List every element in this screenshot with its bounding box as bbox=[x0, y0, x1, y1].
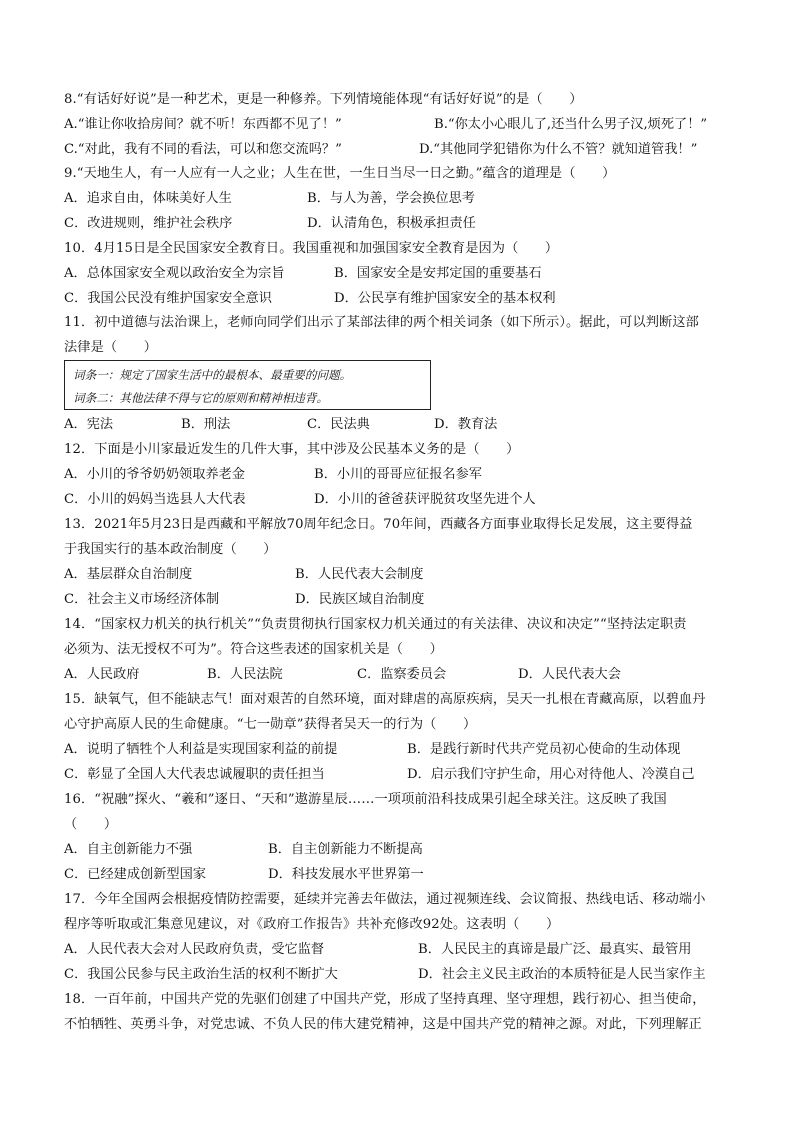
q8-option-b: B.“你太小心眼儿了,还当什么男子汉,烦死了！” bbox=[434, 117, 708, 132]
q15-option-b: B．是践行新时代共产党员初心使命的生动体现 bbox=[407, 742, 681, 757]
q14-option-b: B．人民法院 bbox=[207, 667, 283, 682]
q17-option-d: D．社会主义民主政治的本质特征是人民当家作主 bbox=[418, 967, 706, 982]
q14-option-c: C．监察委员会 bbox=[357, 667, 447, 682]
q17-stem-line1: 17．今年全国两会根据疫情防控需要，延续并完善去年做法，通过视频连线、会议简报、热线电话、移动端小 bbox=[64, 892, 706, 907]
q13-stem-line1: 13．2021年5月23日是西藏和平解放70周年纪念日。70年间，西藏各方面事业取得长足发展，这主要得益 bbox=[64, 517, 693, 532]
q10-option-a: A．总体国家安全观以政治安全为宗旨 bbox=[64, 266, 285, 281]
law-entry-2: 词条二：其他法律不得与它的原则和精神相违背。 bbox=[73, 391, 329, 405]
q13-option-c: C．社会主义市场经济体制 bbox=[64, 592, 220, 607]
q15-option-c: C．彰显了全国人大代表忠诚履职的责任担当 bbox=[64, 767, 325, 782]
q13-option-d: D．民族区域自治制度 bbox=[295, 592, 425, 607]
q15-option-d: D．启示我们守护生命，用心对待他人、冷漠自己 bbox=[407, 767, 695, 782]
law-entries-box bbox=[64, 360, 431, 410]
q9-stem: 9.“天地生人，有一人应有一人之业；人生在世，一生日当尽一日之勤。”蕴含的道理是（ ） bbox=[64, 166, 616, 181]
q17-option-c: C．我国公民参与民主政治生活的权利不断扩大 bbox=[64, 967, 338, 982]
q14-stem-line2: 必须为、法无授权不可为”。符合这些表述的国家机关是（ ） bbox=[64, 642, 443, 657]
q8-option-c: C.“对此，我有不同的看法，可以和您交流吗？” bbox=[64, 142, 342, 157]
q11-option-a: A．宪法 bbox=[64, 417, 114, 432]
q16-option-d: D．科技发展水平世界第一 bbox=[268, 867, 424, 882]
q15-stem-line2: 心守护高原人民的生命健康。“七一勋章”获得者吴天一的行为（ ） bbox=[64, 717, 477, 732]
q17-option-b: B．人民民主的真谛是最广泛、最真实、最管用 bbox=[418, 942, 692, 957]
q11-option-d: D．教育法 bbox=[434, 417, 498, 432]
q12-option-d: D．小川的爸爸获评脱贫攻坚先进个人 bbox=[314, 492, 536, 507]
q13-stem-line2: 于我国实行的基本政治制度（ ） bbox=[64, 542, 277, 557]
q12-option-b: B．小川的哥哥应征报名参军 bbox=[314, 467, 482, 482]
q15-option-a: A．说明了牺牲个人利益是实现国家利益的前提 bbox=[64, 742, 338, 757]
q8-option-d: D.“其他同学犯错你为什么不管？就知道管我！” bbox=[419, 142, 698, 157]
q16-option-c: C．已经建成创新型国家 bbox=[64, 867, 206, 882]
q10-option-b: B．国家安全是安邦定国的重要基石 bbox=[334, 266, 542, 281]
q17-option-a: A．人民代表大会对人民政府负责，受它监督 bbox=[64, 942, 325, 957]
q14-option-d: D．人民代表大会 bbox=[518, 667, 621, 682]
q9-option-d: D．认清角色，积极承担责任 bbox=[307, 216, 476, 231]
q14-option-a: A．人民政府 bbox=[64, 667, 140, 682]
q9-option-c: C．改进规则，维护社会秩序 bbox=[64, 216, 233, 231]
q16-stem-line2: （ ） bbox=[64, 817, 118, 832]
q13-option-b: B．人民代表大会制度 bbox=[295, 567, 424, 582]
q12-option-c: C．小川的妈妈当选县人大代表 bbox=[64, 492, 246, 507]
q16-option-b: B．自主创新能力不断提高 bbox=[268, 842, 423, 857]
q18-stem-line1: 18．一百年前，中国共产党的先驱们创建了中国共产党，形成了坚持真理、坚守理想，践行初心、担当使命， bbox=[64, 992, 706, 1007]
q9-option-a: A．追求自由，体味美好人生 bbox=[64, 191, 232, 206]
q12-option-a: A．小川的爷爷奶奶领取养老金 bbox=[64, 467, 245, 482]
q10-stem: 10．4月15日是全民国家安全教育日。我国重视和加强国家安全教育是因为（ ） bbox=[64, 241, 559, 256]
q9-option-b: B．与人为善，学会换位思考 bbox=[307, 191, 475, 206]
law-entry-1: 词条一：规定了国家生活中的最根本、最重要的问题。 bbox=[73, 368, 352, 382]
q11-option-b: B．刑法 bbox=[181, 417, 231, 432]
q16-option-a: A．自主创新能力不强 bbox=[64, 842, 193, 857]
q8-stem: 8.“有话好好说”是一种艺术，更是一种修养。下列情境能体现“有话好好说”的是（ ） bbox=[64, 92, 583, 107]
q10-option-c: C．我国公民没有维护国家安全意识 bbox=[64, 291, 272, 306]
q8-option-a: A.“谁让你收拾房间？就不听！东西都不见了！” bbox=[64, 117, 342, 132]
q12-stem: 12．下面是小川家最近发生的几件大事，其中涉及公民基本义务的是（ ） bbox=[64, 442, 520, 457]
q11-stem-line2: 法律是（ ） bbox=[64, 340, 158, 355]
q18-stem-line2: 不怕牺牲、英勇斗争，对党忠诚、不负人民的伟大建党精神，这是中国共产党的精神之源。对此，下列理解正 bbox=[64, 1017, 702, 1032]
q10-option-d: D．公民享有维护国家安全的基本权利 bbox=[334, 291, 556, 306]
q17-stem-line2: 程序等听取或汇集意见建议，对《政府工作报告》共补充修改92处。这表明（ ） bbox=[64, 917, 560, 932]
q16-stem-line1: 16．“祝融”探火、“羲和”逐日、“天和”遨游星辰……一项项前沿科技成果引起全球关注。这反映了我国 bbox=[64, 792, 667, 807]
q13-option-a: A．基层群众自治制度 bbox=[64, 567, 193, 582]
q11-option-c: C．民法典 bbox=[307, 417, 370, 432]
q14-stem-line1: 14．“国家权力机关的执行机关”“负责贯彻执行国家权力机关通过的有关法律、决议和决定”“坚持法定职责 bbox=[64, 617, 687, 632]
q15-stem-line1: 15．缺氧气，但不能缺志气！面对艰苦的自然环境，面对肆虐的高原疾病，吴天一扎根在青藏高原，以碧血丹 bbox=[64, 692, 706, 707]
q11-stem-line1: 11．初中道德与法治课上，老师向同学们出示了某部法律的两个相关词条（如下所示）。据此，可以判断这部 bbox=[64, 315, 699, 330]
